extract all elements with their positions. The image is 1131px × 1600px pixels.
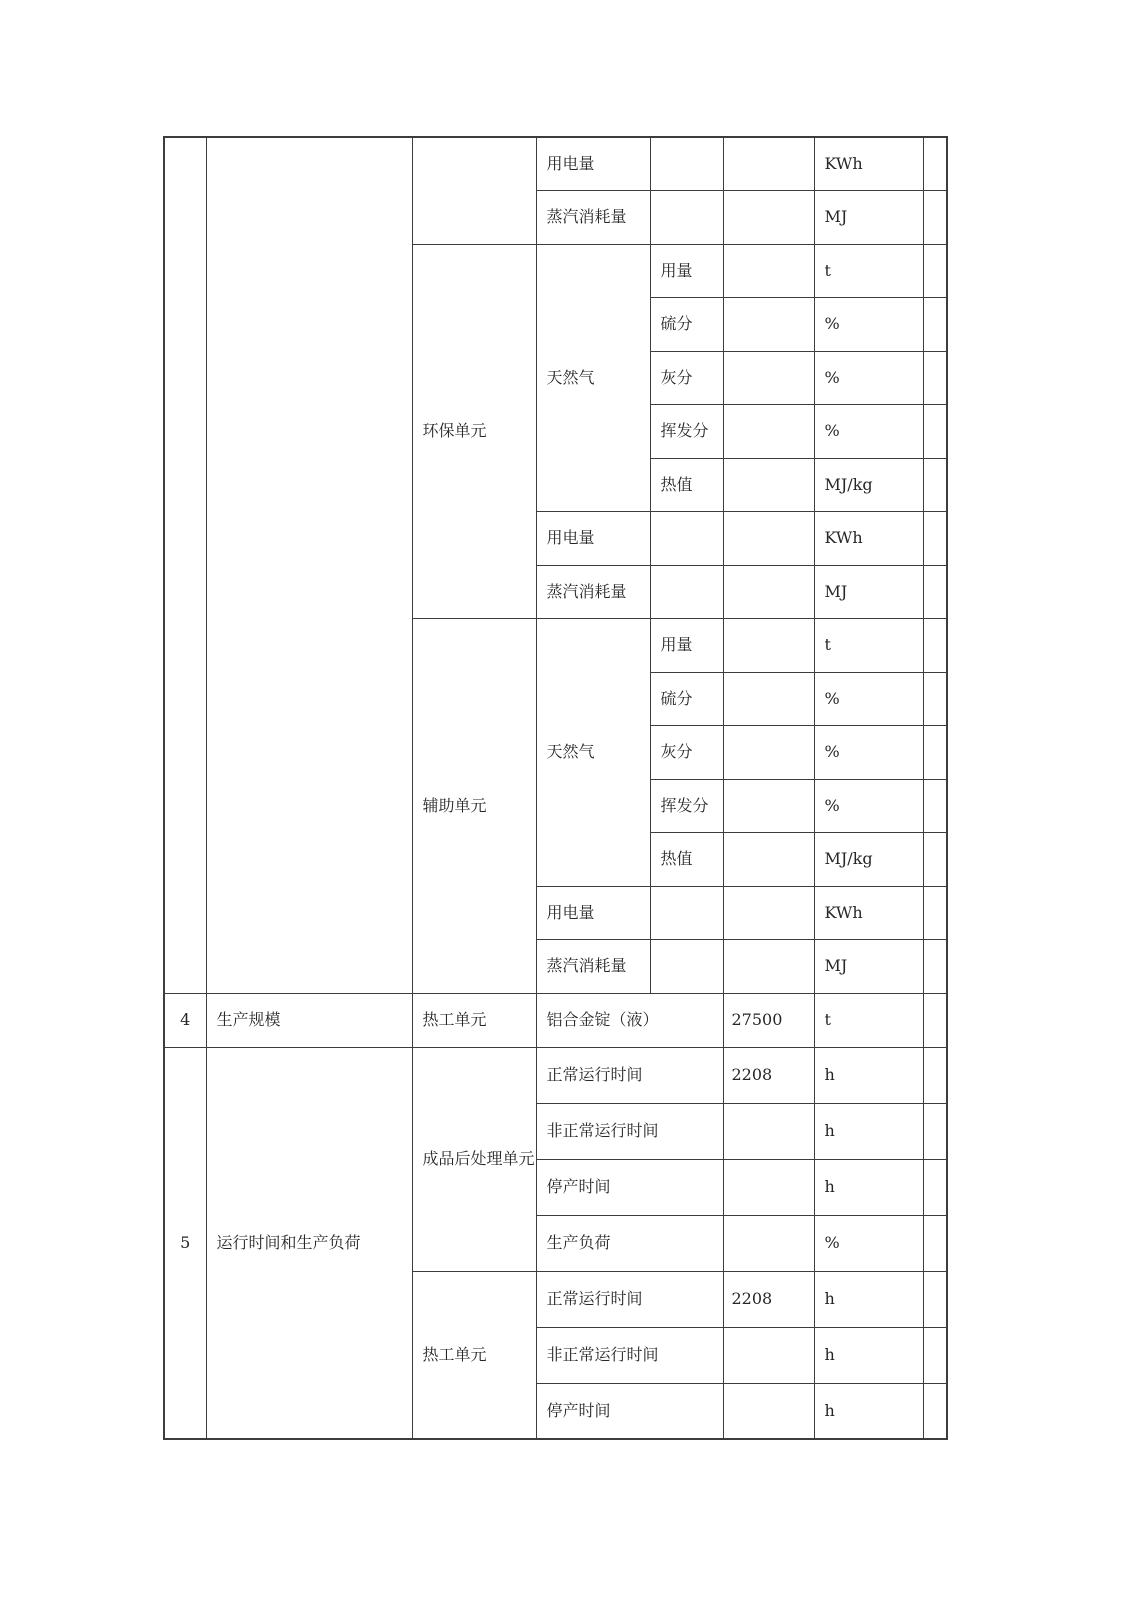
measure-unit-cell: % bbox=[814, 1215, 923, 1271]
sub-item-cell bbox=[650, 512, 723, 566]
measure-unit-cell: KWh bbox=[814, 512, 923, 566]
sub-item-cell: 热值 bbox=[650, 458, 723, 512]
item-cell: 用电量 bbox=[536, 512, 650, 566]
item-cell: 正常运行时间 bbox=[536, 1271, 723, 1327]
sub-item-cell: 挥发分 bbox=[650, 779, 723, 833]
measure-unit-cell: h bbox=[814, 1383, 923, 1439]
item-cell: 生产负荷 bbox=[536, 1215, 723, 1271]
sub-item-cell bbox=[650, 886, 723, 940]
measure-unit-cell: MJ/kg bbox=[814, 833, 923, 887]
sub-item-cell: 热值 bbox=[650, 833, 723, 887]
remarks-cell bbox=[923, 137, 947, 191]
value-cell bbox=[723, 1215, 814, 1271]
value-cell bbox=[723, 672, 814, 726]
remarks-cell bbox=[923, 512, 947, 566]
unit-group-cell: 辅助单元 bbox=[412, 619, 536, 994]
item-cell: 非正常运行时间 bbox=[536, 1103, 723, 1159]
remarks-cell bbox=[923, 833, 947, 887]
value-cell: 27500 bbox=[723, 993, 814, 1047]
row-number-cell: 4 bbox=[164, 993, 206, 1047]
sub-item-cell bbox=[650, 191, 723, 245]
unit-group-cell: 环保单元 bbox=[412, 244, 536, 619]
value-cell bbox=[723, 191, 814, 245]
remarks-cell bbox=[923, 191, 947, 245]
measure-unit-cell: h bbox=[814, 1047, 923, 1103]
measure-unit-cell: MJ bbox=[814, 565, 923, 619]
category-cell: 生产规模 bbox=[206, 993, 412, 1047]
sub-item-cell bbox=[650, 940, 723, 994]
row-number-cell: 5 bbox=[164, 1047, 206, 1439]
sub-item-cell bbox=[650, 565, 723, 619]
value-cell bbox=[723, 940, 814, 994]
sub-item-cell: 灰分 bbox=[650, 726, 723, 780]
unit-group-cell bbox=[412, 137, 536, 244]
sub-item-cell: 挥发分 bbox=[650, 405, 723, 459]
remarks-cell bbox=[923, 993, 947, 1047]
value-cell: 2208 bbox=[723, 1047, 814, 1103]
item-cell: 非正常运行时间 bbox=[536, 1327, 723, 1383]
remarks-cell bbox=[923, 1271, 947, 1327]
sub-item-cell: 硫分 bbox=[650, 672, 723, 726]
row-number-cell bbox=[164, 137, 206, 993]
sub-item-cell: 灰分 bbox=[650, 351, 723, 405]
remarks-cell bbox=[923, 405, 947, 459]
measure-unit-cell: % bbox=[814, 298, 923, 352]
item-cell: 用电量 bbox=[536, 137, 650, 191]
remarks-cell bbox=[923, 1383, 947, 1439]
remarks-cell bbox=[923, 298, 947, 352]
unit-group-cell: 热工单元 bbox=[412, 1271, 536, 1439]
sub-item-cell: 用量 bbox=[650, 619, 723, 673]
item-cell: 停产时间 bbox=[536, 1383, 723, 1439]
measure-unit-cell: % bbox=[814, 672, 923, 726]
value-cell bbox=[723, 137, 814, 191]
remarks-cell bbox=[923, 1159, 947, 1215]
measure-unit-cell: % bbox=[814, 726, 923, 780]
remarks-cell bbox=[923, 1047, 947, 1103]
measure-unit-cell: MJ/kg bbox=[814, 458, 923, 512]
item-cell: 蒸汽消耗量 bbox=[536, 940, 650, 994]
value-cell bbox=[723, 1327, 814, 1383]
item-cell: 蒸汽消耗量 bbox=[536, 191, 650, 245]
sub-item-cell: 硫分 bbox=[650, 298, 723, 352]
remarks-cell bbox=[923, 458, 947, 512]
value-cell: 2208 bbox=[723, 1271, 814, 1327]
unit-group-cell: 热工单元 bbox=[412, 993, 536, 1047]
item-cell: 铝合金锭（液） bbox=[536, 993, 723, 1047]
value-cell bbox=[723, 405, 814, 459]
measure-unit-cell: KWh bbox=[814, 137, 923, 191]
item-cell: 用电量 bbox=[536, 886, 650, 940]
value-cell bbox=[723, 833, 814, 887]
item-cell: 正常运行时间 bbox=[536, 1047, 723, 1103]
remarks-cell bbox=[923, 726, 947, 780]
remarks-cell bbox=[923, 351, 947, 405]
value-cell bbox=[723, 512, 814, 566]
item-cell: 蒸汽消耗量 bbox=[536, 565, 650, 619]
value-cell bbox=[723, 1103, 814, 1159]
measure-unit-cell: KWh bbox=[814, 886, 923, 940]
measure-unit-cell: h bbox=[814, 1103, 923, 1159]
measure-unit-cell: h bbox=[814, 1327, 923, 1383]
measure-unit-cell: t bbox=[814, 244, 923, 298]
item-cell: 停产时间 bbox=[536, 1159, 723, 1215]
remarks-cell bbox=[923, 244, 947, 298]
remarks-cell bbox=[923, 672, 947, 726]
value-cell bbox=[723, 298, 814, 352]
remarks-cell bbox=[923, 886, 947, 940]
remarks-cell bbox=[923, 1215, 947, 1271]
production-operation-table bbox=[163, 136, 948, 1440]
measure-unit-cell: MJ bbox=[814, 191, 923, 245]
value-cell bbox=[723, 1159, 814, 1215]
category-cell bbox=[206, 137, 412, 993]
remarks-cell bbox=[923, 565, 947, 619]
value-cell bbox=[723, 619, 814, 673]
category-cell: 运行时间和生产负荷 bbox=[206, 1047, 412, 1439]
measure-unit-cell: t bbox=[814, 993, 923, 1047]
remarks-cell bbox=[923, 1103, 947, 1159]
measure-unit-cell: MJ bbox=[814, 940, 923, 994]
value-cell bbox=[723, 726, 814, 780]
sub-item-cell bbox=[650, 137, 723, 191]
measure-unit-cell: h bbox=[814, 1271, 923, 1327]
measure-unit-cell: t bbox=[814, 619, 923, 673]
fuel-cell: 天然气 bbox=[536, 244, 650, 512]
remarks-cell bbox=[923, 940, 947, 994]
remarks-cell bbox=[923, 619, 947, 673]
remarks-cell bbox=[923, 1327, 947, 1383]
measure-unit-cell: % bbox=[814, 779, 923, 833]
value-cell bbox=[723, 779, 814, 833]
value-cell bbox=[723, 1383, 814, 1439]
sub-item-cell: 用量 bbox=[650, 244, 723, 298]
value-cell bbox=[723, 244, 814, 298]
measure-unit-cell: % bbox=[814, 351, 923, 405]
value-cell bbox=[723, 565, 814, 619]
unit-group-cell: 成品后处理单元 bbox=[412, 1047, 536, 1271]
value-cell bbox=[723, 886, 814, 940]
fuel-cell: 天然气 bbox=[536, 619, 650, 887]
value-cell bbox=[723, 351, 814, 405]
measure-unit-cell: h bbox=[814, 1159, 923, 1215]
value-cell bbox=[723, 458, 814, 512]
measure-unit-cell: % bbox=[814, 405, 923, 459]
remarks-cell bbox=[923, 779, 947, 833]
